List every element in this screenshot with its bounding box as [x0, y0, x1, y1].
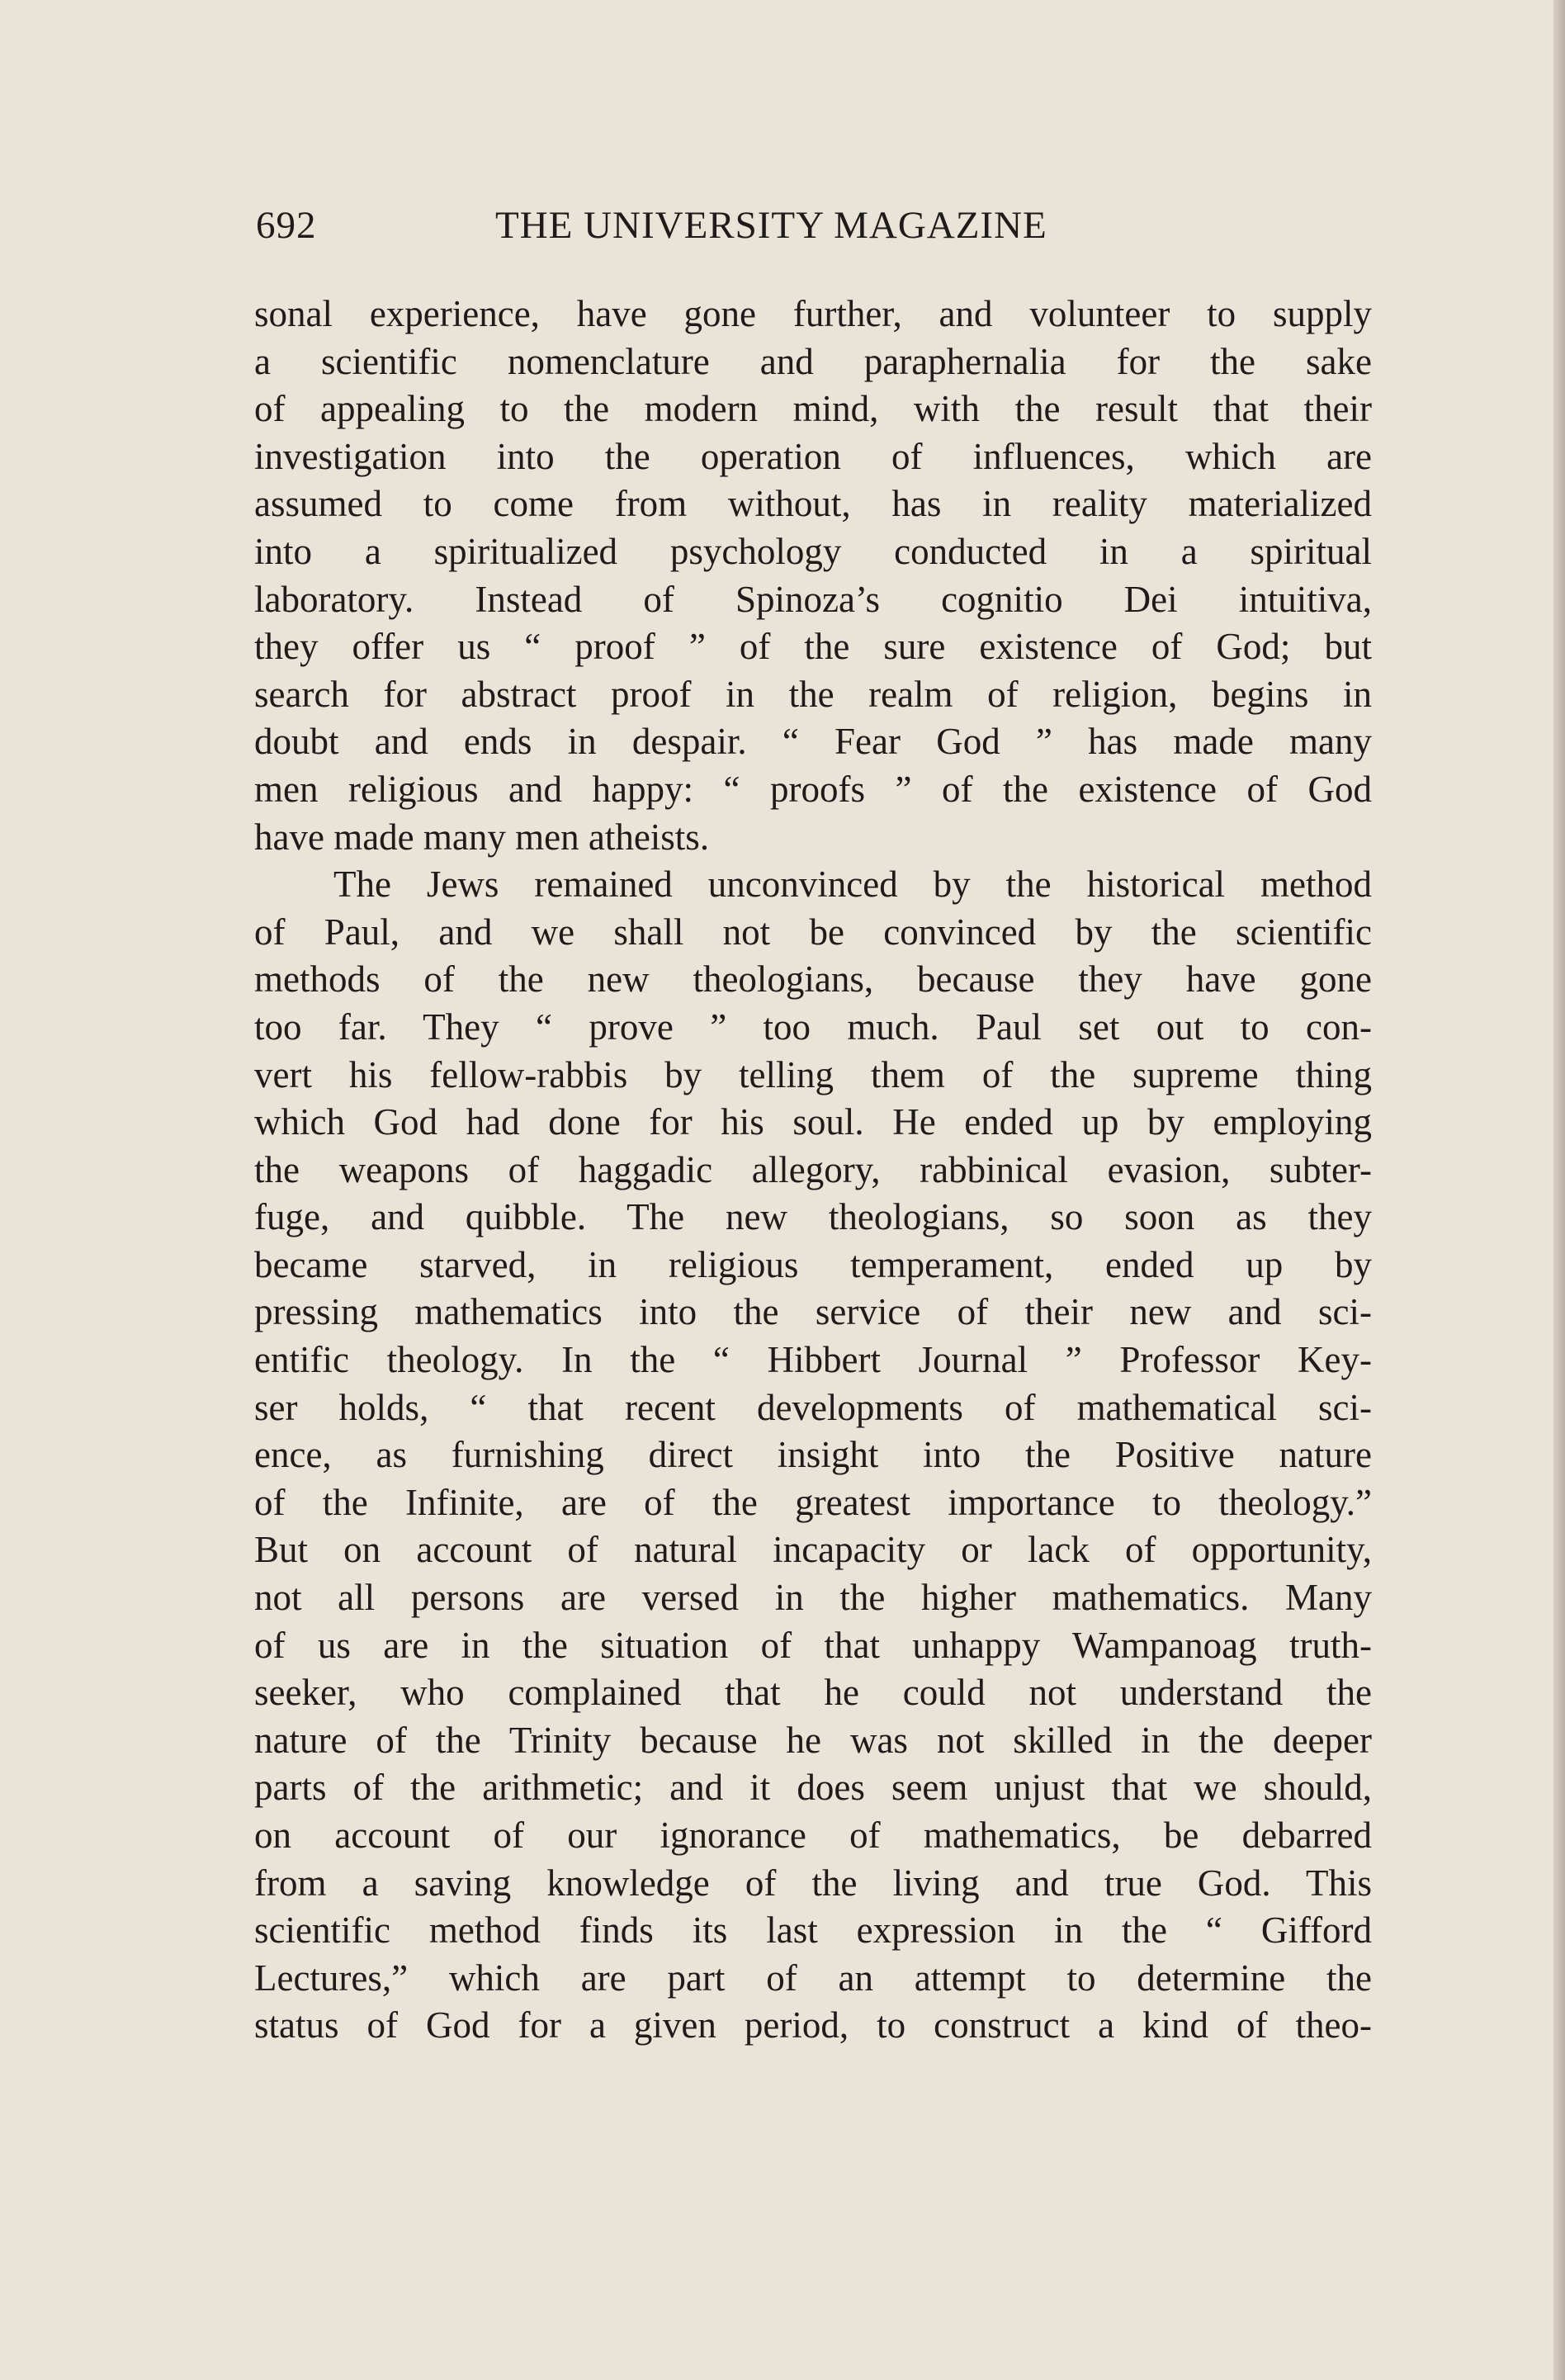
text-line: from a saving knowledge of the living and true God. This: [254, 1862, 1372, 1904]
body-text: [254, 291, 1372, 2050]
text-line: of us are in the situation of that unhappy Wampanoag truth-: [254, 1624, 1372, 1666]
text-line: parts of the arithmetic; and it does seem unjust that we should,: [254, 1767, 1372, 1809]
text-line: have made many men atheists.: [254, 816, 710, 858]
text-line: nature of the Trinity because he was not skilled in the deeper: [254, 1719, 1372, 1761]
page-edge-shadow: [1553, 0, 1565, 2380]
text-line: too far. They “ prove ” too much. Paul set out to con-: [254, 1005, 1372, 1048]
page-number: 692: [256, 204, 317, 247]
text-line: But on account of natural incapacity or lack of opportunity,: [254, 1529, 1372, 1571]
page-header: [256, 203, 1378, 253]
text-line: sonal experience, have gone further, and volunteer to supply: [254, 293, 1372, 334]
text-line: vert his fellow-rabbis by telling them of the supreme thing: [254, 1053, 1372, 1095]
text-line: doubt and ends in despair. “ Fear God ” has made many: [254, 721, 1372, 763]
text-line: pressing mathematics into the service of their new and sci-: [254, 1291, 1372, 1333]
text-line: of Paul, and we shall not be convinced by the scientific: [254, 911, 1372, 953]
text-line: fuge, and quibble. The new theologians, so soon as they: [254, 1196, 1372, 1238]
text-line: scientific method finds its last expression in the “ Gifford: [254, 1909, 1372, 1952]
text-line: entific theology. In the “ Hibbert Journal ” Professor Key-: [254, 1339, 1372, 1381]
text-line: became starved, in religious temperament, ended up by: [254, 1243, 1372, 1285]
text-line: investigation into the operation of influences, which are: [254, 435, 1372, 477]
text-line: Lectures,” which are part of an attempt to determine the: [254, 1957, 1372, 1999]
text-line: laboratory. Instead of Spinoza’s cognitio Dei intuitiva,: [254, 578, 1372, 620]
running-title: THE UNIVERSITY MAGAZINE: [495, 204, 1047, 247]
text-line: into a spiritualized psychology conducted in a spiritual: [254, 530, 1372, 572]
text-line: ser holds, “ that recent developments of mathematical sci-: [254, 1386, 1372, 1428]
paragraph-start-line: The Jews remained unconvinced by the historical method: [333, 864, 1372, 906]
text-line: which God had done for his soul. He ended up by employing: [254, 1101, 1372, 1143]
text-line: assumed to come from without, has in reality materialized: [254, 483, 1372, 525]
text-line: they offer us “ proof ” of the sure existence of God; but: [254, 626, 1372, 668]
text-line: methods of the new theologians, because they have gone: [254, 958, 1372, 1001]
text-line: search for abstract proof in the realm of religion, begins in: [254, 673, 1372, 715]
text-line: of appealing to the modern mind, with the result that their: [254, 388, 1372, 430]
text-line: status of God for a given period, to construct a kind of theo-: [254, 2004, 1372, 2046]
text-line: seeker, who complained that he could not understand the: [254, 1672, 1372, 1714]
text-line: on account of our ignorance of mathematics, be debarred: [254, 1815, 1372, 1856]
text-line: of the Infinite, are of the greatest importance to theology.”: [254, 1481, 1372, 1523]
text-line: ence, as furnishing direct insight into the Positive nature: [254, 1434, 1372, 1476]
text-line: men religious and happy: “ proofs ” of the existence of God: [254, 768, 1372, 810]
text-line: a scientific nomenclature and paraphernalia for the sake: [254, 340, 1372, 382]
text-line: the weapons of haggadic allegory, rabbinical evasion, subter-: [254, 1148, 1372, 1190]
text-line: not all persons are versed in the higher mathematics. Many: [254, 1577, 1372, 1619]
